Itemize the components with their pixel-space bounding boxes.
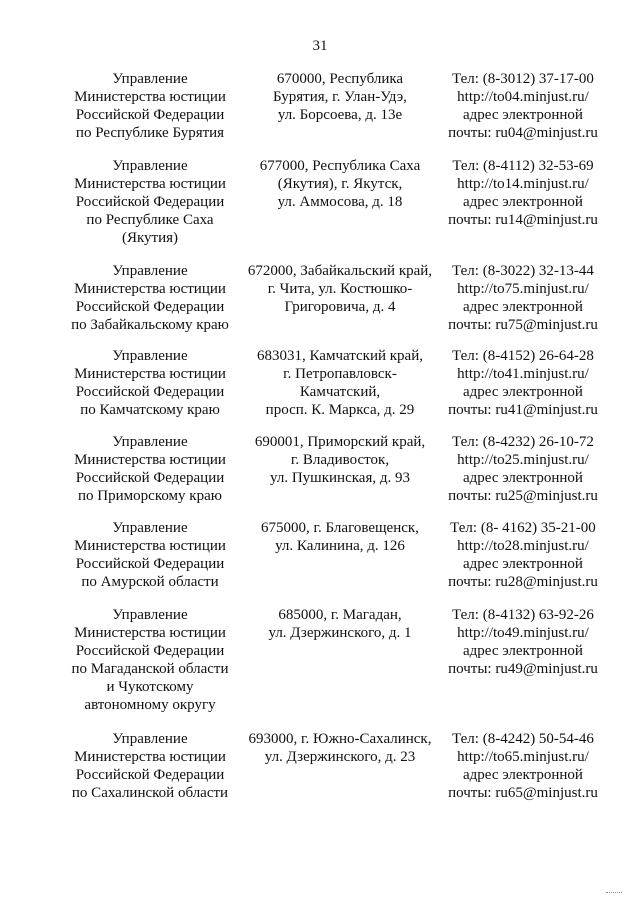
organization-name-line: Министерства юстиции: [74, 176, 226, 192]
organization-name-line: Министерства юстиции: [74, 538, 226, 554]
contact-info: [423, 519, 623, 591]
organization-name-line: автономному округу: [84, 697, 216, 713]
postal-address-line: 693000, г. Южно-Сахалинск,: [248, 731, 432, 747]
organization-name-line: Управление: [112, 731, 188, 747]
organization-name-line: Российской Федерации: [75, 107, 225, 123]
contact-info-line: почты: ru28@minjust.ru: [448, 574, 598, 590]
organization-name: [50, 347, 250, 419]
contact-info-line: адрес электронной: [463, 470, 583, 486]
contact-info-line: адрес электронной: [463, 194, 583, 210]
postal-address: [240, 606, 440, 642]
contact-info-line: адрес электронной: [463, 556, 583, 572]
contact-info-line: почты: ru14@minjust.ru: [448, 212, 598, 228]
contact-info: [423, 157, 623, 229]
organization-name-line: Министерства юстиции: [74, 625, 226, 641]
contact-info-line: почты: ru65@minjust.ru: [448, 785, 598, 801]
page-number: 31: [312, 38, 328, 54]
postal-address-line: ул. Борсоева, д. 13е: [277, 107, 403, 123]
contact-info-line: почты: ru25@minjust.ru: [448, 488, 598, 504]
organization-name-line: по Магаданской области: [71, 661, 229, 677]
postal-address-line: ул. Калинина, д. 126: [275, 538, 405, 554]
postal-address-line: Григоровича, д. 4: [284, 299, 396, 315]
organization-name-line: Министерства юстиции: [74, 452, 226, 468]
postal-address: [240, 347, 440, 419]
postal-address-line: 677000, Республика Саха: [259, 158, 421, 174]
contact-info: [423, 347, 623, 419]
organization-name-line: Управление: [112, 434, 188, 450]
contact-info: [423, 606, 623, 678]
postal-address: [240, 70, 440, 124]
postal-address-line: г. Чита, ул. Костюшко-: [267, 281, 413, 297]
contact-info-line: почты: ru04@minjust.ru: [448, 125, 598, 141]
contact-info-line: Тел: (8-4232) 26-10-72: [452, 434, 594, 450]
contact-info-line: почты: ru41@minjust.ru: [448, 402, 598, 418]
organization-name: [50, 519, 250, 591]
organization-name-line: по Республике Бурятия: [75, 125, 225, 141]
organization-name-line: по Сахалинской области: [71, 785, 229, 801]
organization-name-line: Управление: [112, 263, 188, 279]
postal-address-line: 690001, Приморский край,: [254, 434, 426, 450]
contact-info-line: http://to65.minjust.ru/: [457, 749, 589, 765]
postal-address-line: ул. Дзержинского, д. 1: [268, 625, 412, 641]
contact-info-line: Тел: (8-3012) 37-17-00: [452, 71, 594, 87]
contact-info: [423, 70, 623, 142]
contact-info-line: http://to14.minjust.ru/: [457, 176, 589, 192]
organization-name-line: Министерства юстиции: [74, 366, 226, 382]
contact-info-line: Тел: (8-3022) 32-13-44: [452, 263, 594, 279]
postal-address-line: 672000, Забайкальский край,: [247, 263, 433, 279]
postal-address-line: г. Владивосток,: [290, 452, 390, 468]
contact-info-line: http://to25.minjust.ru/: [457, 452, 589, 468]
organization-name-line: Министерства юстиции: [74, 749, 226, 765]
organization-name-line: по Камчатскому краю: [80, 402, 220, 418]
organization-name-line: Управление: [112, 607, 188, 623]
contact-info-line: http://to28.minjust.ru/: [457, 538, 589, 554]
postal-address-line: просп. К. Маркса, д. 29: [265, 402, 415, 418]
organization-name-line: Российской Федерации: [75, 470, 225, 486]
organization-name-line: Управление: [112, 158, 188, 174]
contact-info-line: Тел: (8-4152) 26-64-28: [452, 348, 594, 364]
postal-address-line: 675000, г. Благовещенск,: [261, 520, 419, 536]
organization-name-line: Российской Федерации: [75, 299, 225, 315]
postal-address-line: 685000, г. Магадан,: [278, 607, 402, 623]
postal-address-line: (Якутия), г. Якутск,: [277, 176, 403, 192]
contact-info-line: адрес электронной: [463, 767, 583, 783]
contact-info-line: Тел: (8-4112) 32-53-69: [452, 158, 594, 174]
organization-name-line: по Республике Саха: [86, 212, 214, 228]
contact-info-line: адрес электронной: [463, 299, 583, 315]
organization-name-line: Российской Федерации: [75, 767, 225, 783]
contact-info-line: http://to75.minjust.ru/: [457, 281, 589, 297]
postal-address: [240, 433, 440, 487]
contact-info-line: адрес электронной: [463, 643, 583, 659]
contact-info: [423, 433, 623, 505]
postal-address-line: 683031, Камчатский край,: [257, 348, 423, 364]
organization-name: [50, 606, 250, 714]
postal-address: [240, 730, 440, 766]
postal-address-line: ул. Пушкинская, д. 93: [270, 470, 410, 486]
postal-address: [240, 519, 440, 555]
organization-name-line: по Приморскому краю: [78, 488, 222, 504]
organization-name-line: Российской Федерации: [75, 556, 225, 572]
directory-entry: [0, 157, 640, 277]
postal-address-line: ул. Дзержинского, д. 23: [264, 749, 416, 765]
postal-address-line: Бурятия, г. Улан-Удэ,: [273, 89, 407, 105]
postal-address-line: г. Петропавловск-: [283, 366, 397, 382]
postal-address: [240, 157, 440, 211]
organization-name-line: по Забайкальскому краю: [71, 317, 229, 333]
contact-info: [423, 262, 623, 334]
directory-entry: [0, 606, 640, 726]
postal-address: [240, 262, 440, 316]
postal-address-line: 670000, Республика: [276, 71, 404, 87]
organization-name-line: и Чукотскому: [106, 679, 194, 695]
contact-info-line: Тел: (8- 4162) 35-21-00: [450, 520, 596, 536]
organization-name-line: Управление: [112, 520, 188, 536]
directory-entry: [0, 730, 640, 850]
organization-name: [50, 433, 250, 505]
organization-name-line: Российской Федерации: [75, 384, 225, 400]
contact-info-line: адрес электронной: [463, 384, 583, 400]
contact-info-line: http://to49.minjust.ru/: [457, 625, 589, 641]
postal-address-line: ул. Аммосова, д. 18: [277, 194, 403, 210]
contact-info-line: Тел: (8-4242) 50-54-46: [452, 731, 594, 747]
organization-name-line: Министерства юстиции: [74, 281, 226, 297]
contact-info-line: http://to04.minjust.ru/: [457, 89, 589, 105]
postal-address-line: Камчатский,: [299, 384, 381, 400]
organization-name: [50, 70, 250, 142]
contact-info: [423, 730, 623, 802]
contact-info-line: адрес электронной: [463, 107, 583, 123]
contact-info-line: http://to41.minjust.ru/: [457, 366, 589, 382]
organization-name-line: Управление: [112, 71, 188, 87]
organization-name-line: Российской Федерации: [75, 194, 225, 210]
contact-info-line: почты: ru75@minjust.ru: [448, 317, 598, 333]
contact-info-line: Тел: (8-4132) 63-92-26: [452, 607, 594, 623]
organization-name-line: (Якутия): [121, 230, 179, 246]
organization-name-line: Управление: [112, 348, 188, 364]
organization-name: [50, 730, 250, 802]
organization-name-line: по Амурской области: [81, 574, 219, 590]
scan-edge-mark: [606, 892, 622, 899]
organization-name-line: Министерства юстиции: [74, 89, 226, 105]
organization-name: [50, 157, 250, 247]
organization-name-line: Российской Федерации: [75, 643, 225, 659]
organization-name: [50, 262, 250, 334]
contact-info-line: почты: ru49@minjust.ru: [448, 661, 598, 677]
